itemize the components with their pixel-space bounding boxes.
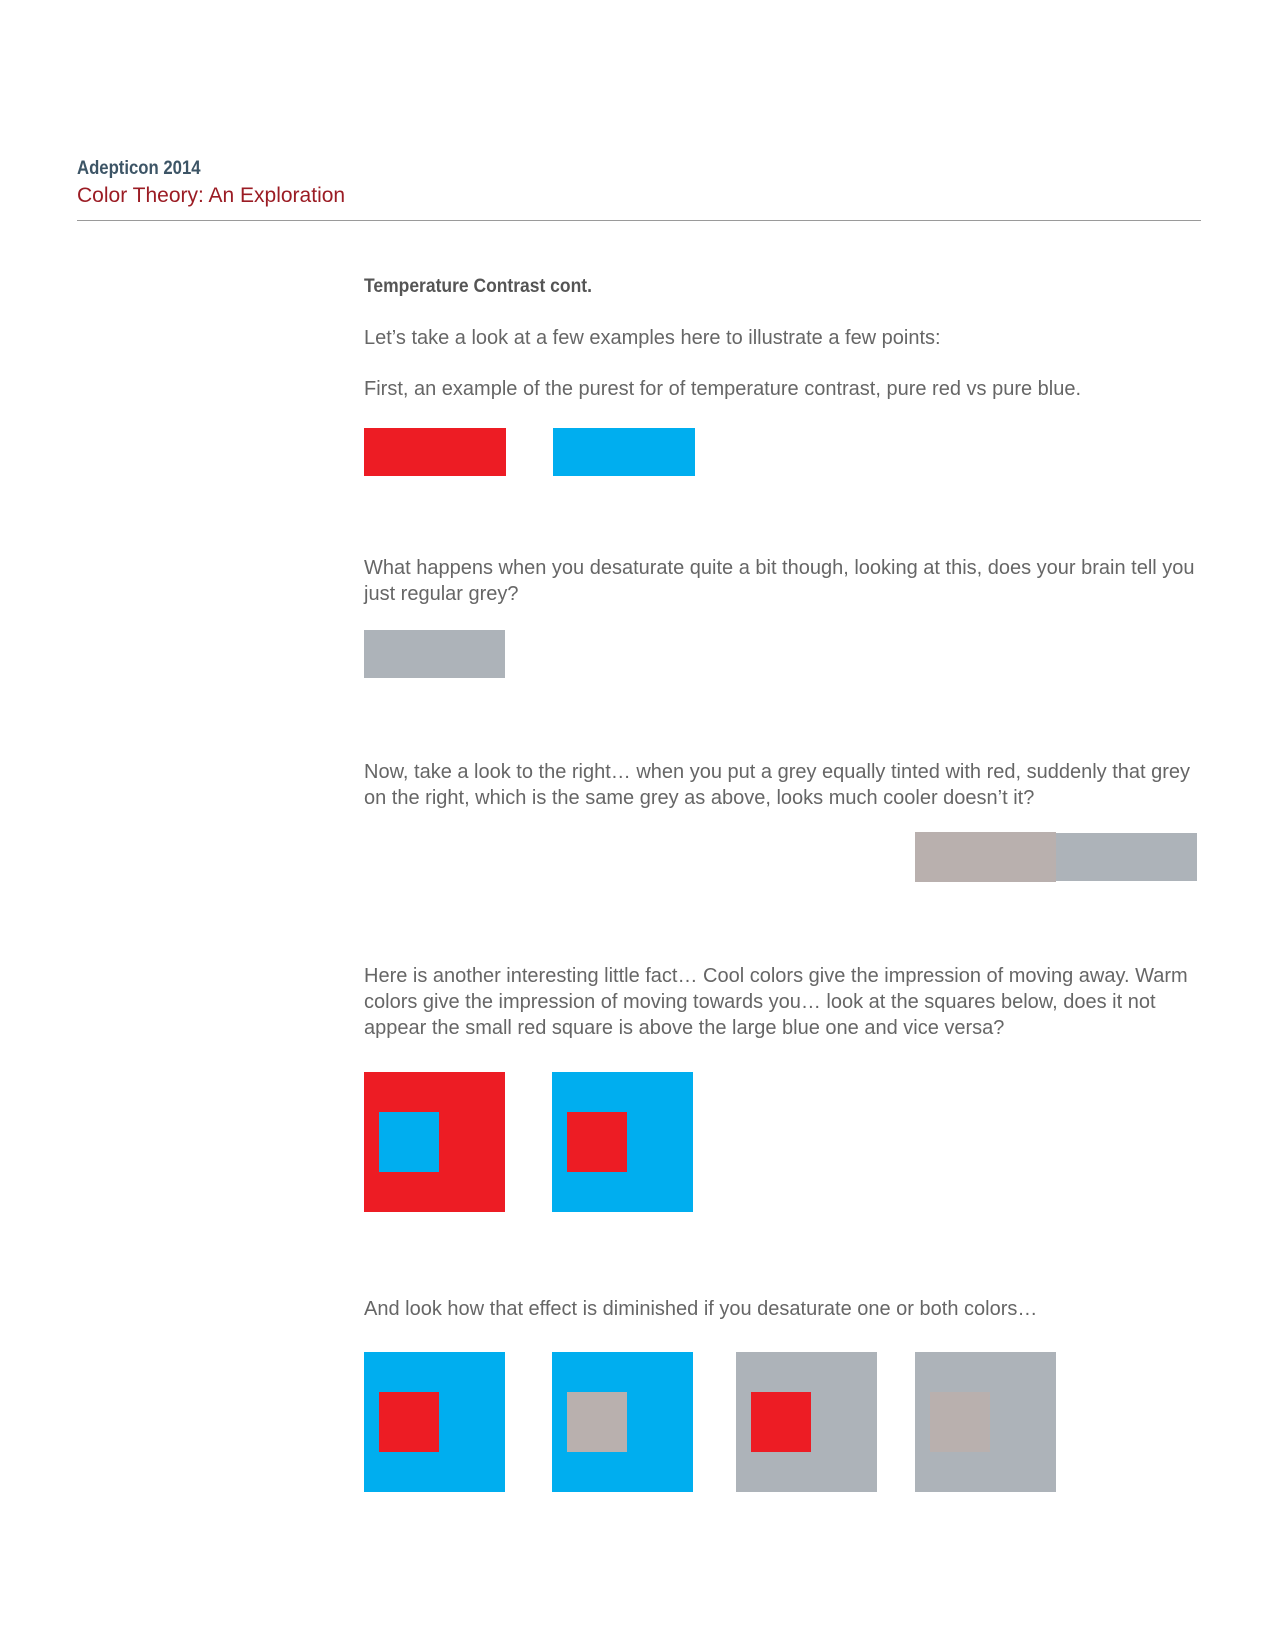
inner-warm-grey-square [567, 1392, 627, 1452]
first-example-paragraph: First, an example of the purest for of temperature contrast, pure red vs pure blue. [364, 378, 1082, 400]
pure-blue-swatch [553, 428, 695, 476]
blue-square-grey-inner [552, 1352, 693, 1492]
pure-red-swatch [364, 428, 506, 476]
warm-grey-swatch [915, 832, 1056, 882]
inner-blue-square [379, 1112, 439, 1172]
blue-square-red-inner [552, 1072, 693, 1212]
red-square-blue-inner [364, 1072, 505, 1212]
inner-warm-grey-square [930, 1392, 990, 1452]
document-title: Color Theory: An Exploration [77, 184, 346, 207]
cool-grey-swatch [1056, 833, 1197, 881]
grey-square-red-inner [736, 1352, 877, 1492]
desaturate-paragraph: What happens when you desaturate quite a bit though, looking at this, does your brain tell you just regular grey? [364, 557, 1195, 605]
inner-red-square [751, 1392, 811, 1452]
tinted-grey-paragraph: Now, take a look to the right… when you put a grey equally tinted with red, suddenly that grey on the right, which is the same grey as above, looks much cooler doesn’t it? [364, 761, 1191, 809]
grey-swatch [364, 630, 505, 678]
diminished-paragraph: And look how that effect is diminished if you desaturate one or both colors… [364, 1298, 1038, 1320]
moving-paragraph: Here is another interesting little fact… Cool colors give the impression of moving away. Warm colors give the impression of moving towards you… look at the squares below, does it not appear the small red square is above the large blue one and vice versa? [364, 965, 1188, 1039]
inner-red-square [379, 1392, 439, 1452]
intro-paragraph: Let’s take a look at a few examples here to illustrate a few points: [364, 327, 941, 349]
header-divider [77, 220, 1201, 221]
inner-red-square [567, 1112, 627, 1172]
blue-square-red-inner-2 [364, 1352, 505, 1492]
grey-square-grey-inner [915, 1352, 1056, 1492]
event-name: Adepticon 2014 [77, 158, 201, 179]
section-heading: Temperature Contrast cont. [364, 276, 592, 297]
